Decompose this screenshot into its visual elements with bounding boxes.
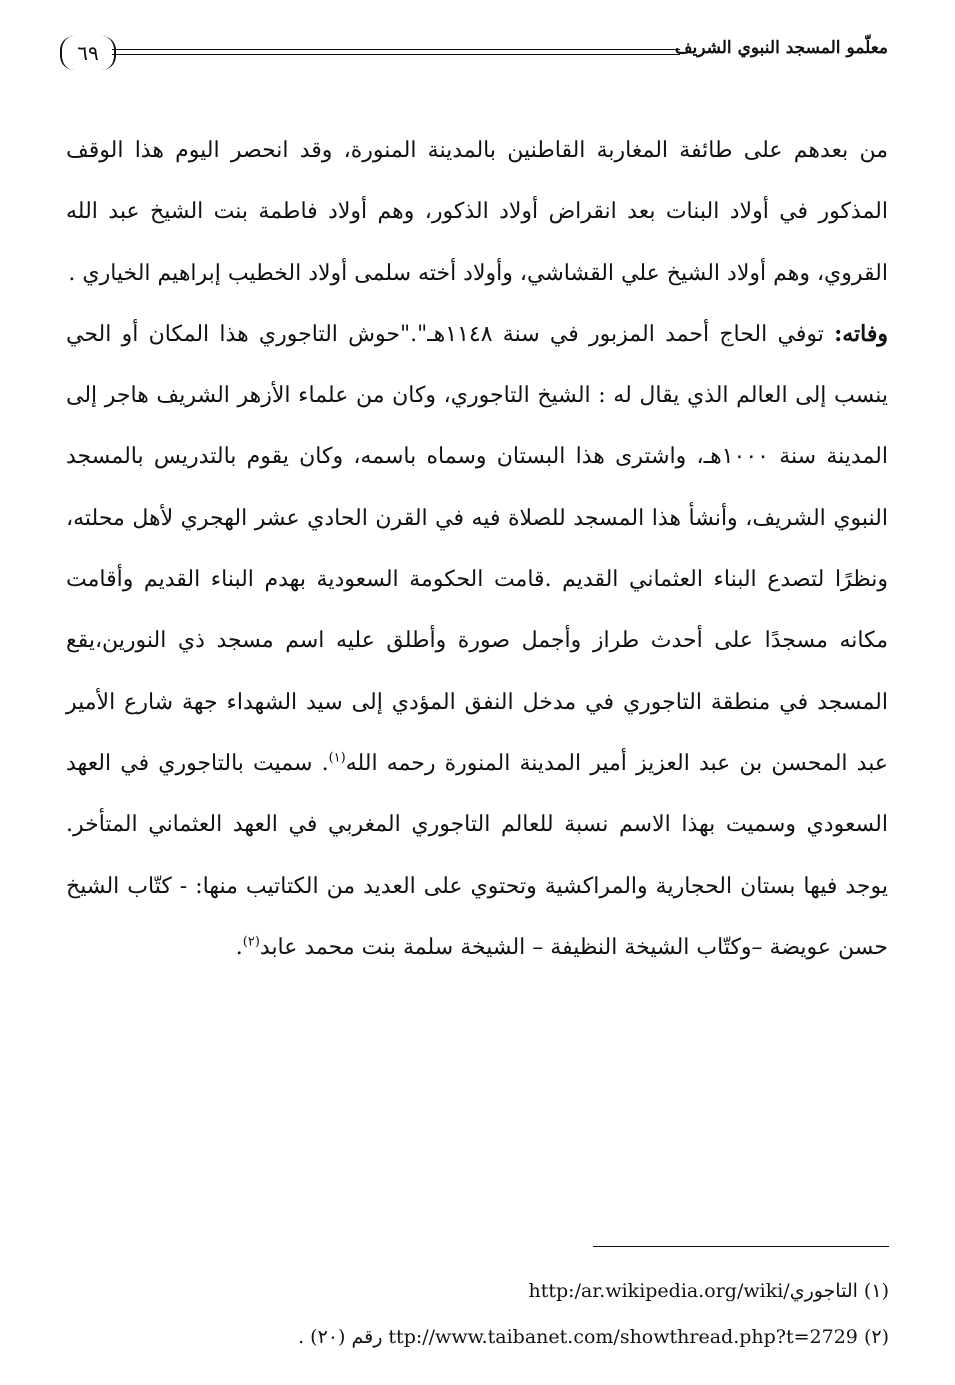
footnote-ref-1[interactable]: (١): [328, 750, 346, 766]
footnote-separator: [593, 1246, 889, 1247]
paragraph-2-end: .: [235, 934, 243, 960]
footnotes: [67, 1268, 889, 1360]
paragraph-lead-in: وفاته:: [834, 320, 888, 347]
page-number: ٦٩: [60, 36, 116, 70]
footnote-2: (٢) ttp://www.taibanet.com/showthread.php?t=2729 رقم (٢٠) .: [298, 1326, 889, 1348]
main-text: [66, 120, 888, 978]
paragraph-2: [66, 304, 888, 978]
paragraph-2-text-a: توفي الحاج أحمد المزبور في سنة ١١٤٨هـ"."حوش التاجوري هذا المكان أو الحي ينسب إلى العالم الذي يقال له : الشيخ التاجوري، وكان من علماء الأزهر الشريف هاجر إلى المدينة سنة ١٠٠٠هـ، واشترى هذا البستان وسماه باسمه، وكان يقوم بالتدريس بالمسجد النبوي الشريف، وأنشأ هذا المسجد للصلاة فيه في القرن الحادي عشر الهجري لأهل محلته، ونظرًا لتصدع البناء العثماني القديم .قامت الحكومة السعودية بهدم البناء القديم وأقامت مكانه مسجدًا على أحدث طراز وأجمل صورة وأطلق عليه اسم مسجد ذي النورين،يقع المسجد في منطقة التاجوري في مدخل النفق المؤدي إلى سيد الشهداء جهة شارع الأمير عبد المحسن بن عبد العزيز أمير المدينة المنورة رحمه الله: [66, 321, 888, 776]
header-double-rule: [112, 49, 680, 55]
paragraph-1: من بعدهم على طائفة المغاربة القاطنين بالمدينة المنورة، وقد انحصر اليوم هذا الوقف المذكور في أولاد البنات بعد انقراض أولاد الذكور، وهم أولاد فاطمة بنت الشيخ عبد الله القروي، وهم أولاد الشيخ علي القشاشي، وأولاد أخته سلمى أولاد الخطيب إبراهيم الخياري .: [66, 138, 888, 286]
running-header: [60, 28, 888, 76]
paragraph-2-text-b: . سميت بالتاجوري في العهد السعودي وسميت بهذا الاسم نسبة للعالم التاجوري المغربي في العهد العثماني المتأخر. يوجد فيها بستان الحجارية والمراكشية وتحتوي على العديد من الكتاتيب منها: - كتّاب الشيخ حسن عويضة –وكتّاب الشيخة النظيفة – الشيخة سلمة بنت محمد عابد: [66, 750, 888, 960]
footnote-1: (١) التاجوري/http:/ar.wikipedia.org/wiki: [528, 1280, 889, 1302]
running-title: معلّمو المسجد النبوي الشريف: [674, 38, 888, 58]
footnote-ref-2[interactable]: (٢): [242, 934, 260, 950]
